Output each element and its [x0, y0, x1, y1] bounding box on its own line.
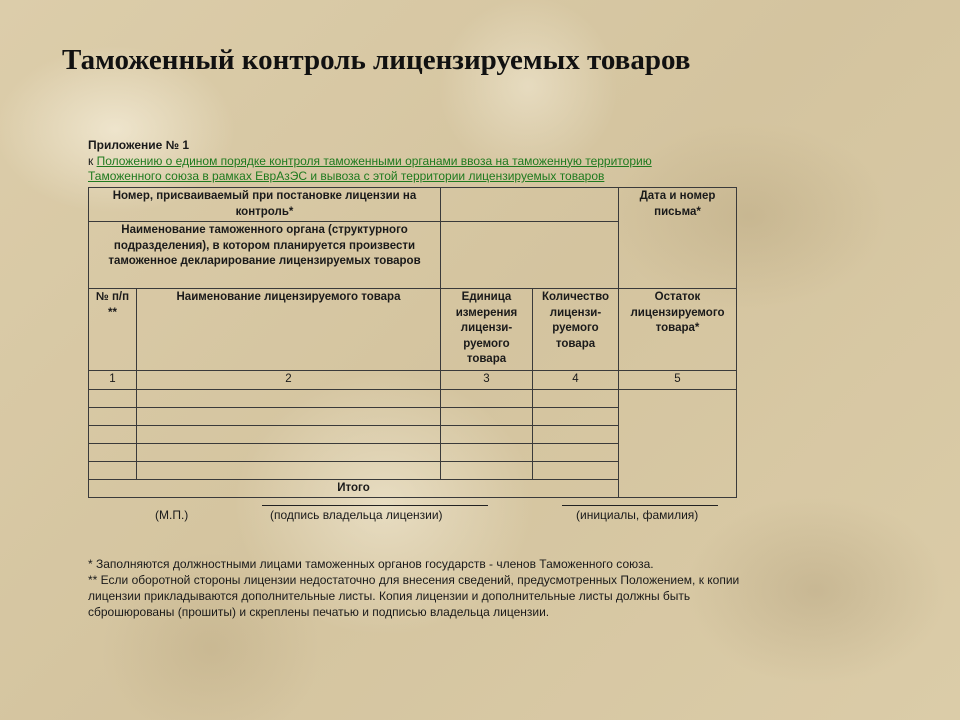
- license-number-value[interactable]: [441, 188, 619, 222]
- footnotes: [88, 556, 778, 620]
- cell-quantity[interactable]: [533, 407, 619, 425]
- cell-remainder[interactable]: [619, 389, 737, 498]
- column-header-quantity: Количество лицензи-руемого товара: [533, 289, 619, 371]
- signature-label: (подпись владельца лицензии): [270, 508, 443, 522]
- cell-number[interactable]: [89, 443, 137, 461]
- cell-unit[interactable]: [441, 389, 533, 407]
- column-number-4: 4: [533, 371, 619, 390]
- regulation-link-line-1[interactable]: Положению о едином порядке контроля таможенными органами ввоза на таможенную территорию: [96, 153, 652, 168]
- cell-unit[interactable]: [441, 461, 533, 479]
- signature-line: [262, 505, 488, 506]
- column-number-2: 2: [137, 371, 441, 390]
- appendix-heading: Приложение № 1: [88, 138, 190, 152]
- cell-number[interactable]: [89, 389, 137, 407]
- license-number-label: Номер, присваиваемый при постановке лицензии на контроль*: [89, 188, 441, 222]
- cell-number[interactable]: [89, 407, 137, 425]
- cell-goods-name[interactable]: [137, 425, 441, 443]
- cell-quantity[interactable]: [533, 461, 619, 479]
- name-label: (инициалы, фамилия): [576, 508, 699, 522]
- cell-number[interactable]: [89, 461, 137, 479]
- cell-goods-name[interactable]: [137, 443, 441, 461]
- regulation-link-line-2[interactable]: Таможенного союза в рамках ЕврАзЭС и вывоза с этой территории лицензируемых товаров: [88, 169, 605, 183]
- cell-unit[interactable]: [441, 425, 533, 443]
- appendix-prefix: к: [88, 153, 97, 168]
- appendix-header: [88, 138, 768, 185]
- cell-quantity[interactable]: [533, 425, 619, 443]
- license-form-table: [88, 187, 737, 498]
- customs-authority-label: Наименование таможенного органа (структурного подразделения), в котором планируется произвести таможенное декларирование лицензируемых товаров: [89, 222, 441, 289]
- total-label: Итого: [89, 479, 619, 498]
- column-header-remainder: Остаток лицензируемого товара*: [619, 289, 737, 371]
- footnote-1: * Заполняются должностными лицами таможенных органов государств - членов Таможенного союза.: [88, 557, 654, 571]
- cell-goods-name[interactable]: [137, 407, 441, 425]
- cell-goods-name[interactable]: [137, 461, 441, 479]
- column-number-1: 1: [89, 371, 137, 390]
- column-header-unit: Единица измерения лицензи-руемого товара: [441, 289, 533, 371]
- name-line: [562, 505, 718, 506]
- cell-unit[interactable]: [441, 407, 533, 425]
- cell-unit[interactable]: [441, 443, 533, 461]
- column-number-3: 3: [441, 371, 533, 390]
- cell-number[interactable]: [89, 425, 137, 443]
- cell-quantity[interactable]: [533, 443, 619, 461]
- stamp-label: (М.П.): [155, 508, 189, 522]
- customs-authority-value[interactable]: [441, 222, 619, 289]
- table-row: [89, 389, 737, 407]
- column-header-goods-name: Наименование лицензируемого товара: [137, 289, 441, 371]
- cell-quantity[interactable]: [533, 389, 619, 407]
- cell-goods-name[interactable]: [137, 389, 441, 407]
- column-header-number: № п/п **: [89, 289, 137, 371]
- letter-date-label: Дата и номер письма*: [619, 188, 737, 289]
- page-title: Таможенный контроль лицензируемых товаров: [62, 44, 691, 76]
- column-number-5: 5: [619, 371, 737, 390]
- appendix-reference: [88, 154, 768, 185]
- footnote-2: ** Если оборотной стороны лицензии недостаточно для внесения сведений, предусмотренных Положением, к копии лицензии прикладываются дополнительные листы. Копия лицензии и дополнительные листы должны быть сброшюрованы (прошиты) и скреплены печатью и подписью владельца лицензии.: [88, 573, 740, 619]
